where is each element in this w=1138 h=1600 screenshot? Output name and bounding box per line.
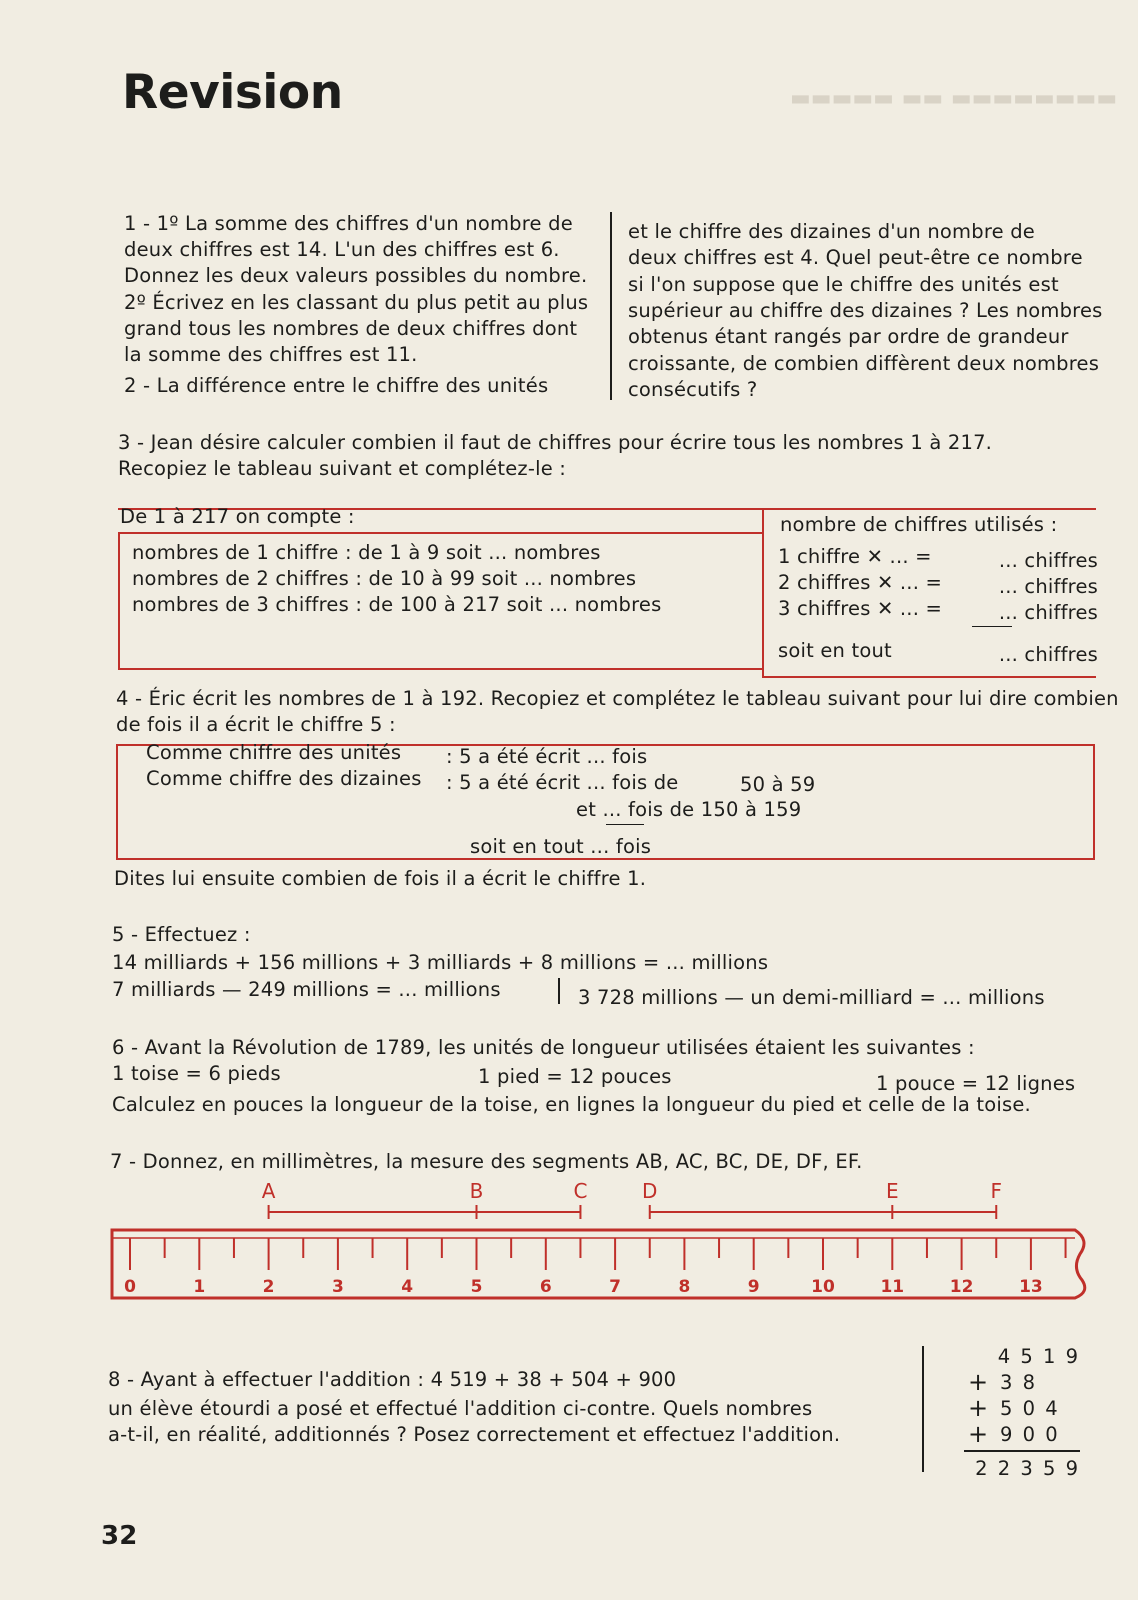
text-line: 2º Écrivez en les classant du plus petit au plus [124,291,589,314]
text-line: Donnez les deux valeurs possibles du nombre. [124,264,588,287]
table-cell: ... chiffres [998,601,1098,624]
ruler-tick-label: 5 [470,1277,483,1297]
addition-operand: 9 0 0 [1000,1423,1060,1446]
table-row-value: : 5 a été écrit ... fois [446,745,648,768]
table-row: nombres de 2 chiffres : de 10 à 99 soit ... nombres [132,567,637,590]
table-row: nombres de 1 chiffre : de 1 à 9 soit ... nombres [132,541,601,564]
conversion-pouce: 1 pouce = 12 lignes [876,1072,1076,1095]
table-row-label: Comme chiffre des unités [146,741,402,764]
exercise-3-prompt: 3 - Jean désire calculer combien il faut de chiffres pour écrire tous les nombres 1 à 217. [118,431,993,454]
exercise-5-line: 14 milliards + 156 millions + 3 milliards + 8 millions = ... millions [112,951,769,974]
addition-operand: 3 8 [1000,1371,1038,1394]
text-line: la somme des chiffres est 11. [124,343,418,366]
ruler-tick-label: 9 [747,1277,760,1297]
text-line: supérieur au chiffre des dizaines ? Les nombres [628,299,1103,322]
ruler-tick-label: 11 [880,1277,905,1297]
table-row-value: : 5 a été écrit ... fois de [446,771,679,794]
table-row-label: Comme chiffre des dizaines [146,767,422,790]
exercise-3-instruction: Recopiez le tableau suivant et complétez-le : [118,457,567,480]
exercise-4-prompt: 4 - Éric écrit les nombres de 1 à 192. Recopiez et complétez le tableau suivant pour lui dire combien [116,687,1119,710]
ruler-tick-label: 1 [193,1277,206,1297]
exercise-4-followup: Dites lui ensuite combien de fois il a écrit le chiffre 1. [114,867,647,890]
table-right-header: nombre de chiffres utilisés : [780,513,1058,536]
addition-result: 2 2 3 5 9 [975,1457,1080,1480]
plus-sign: + [968,1420,989,1448]
point-label-b: B [469,1179,484,1203]
table-cell: 1 chiffre ✕ ... = [778,545,932,568]
table-row-range: 50 à 59 [740,773,816,796]
ruler-tick-label: 0 [124,1277,136,1297]
exercise-6-prompt: 6 - Avant la Révolution de 1789, les unités de longueur utilisées étaient les suivantes : [112,1036,975,1059]
text-line: croissante, de combien diffèrent deux nombres [628,352,1100,375]
text-line: grand tous les nombres de deux chiffres dont [124,317,578,340]
table-cell: 3 chiffres ✕ ... = [778,597,943,620]
ruler-figure [100,1170,1100,1330]
text-line: deux chiffres est 4. Quel peut-être ce nombre [628,246,1083,269]
column-divider [922,1346,924,1472]
text-line: consécutifs ? [628,378,758,401]
ruler-tick-label: 10 [811,1277,835,1297]
conversion-toise: 1 toise = 6 pieds [112,1062,281,1085]
ruler-tick-label: 4 [401,1277,414,1297]
exercise-7-prompt: 7 - Donnez, en millimètres, la mesure des segments AB, AC, BC, DE, DF, EF. [110,1150,863,1173]
table-row-value: et ... fois de 150 à 159 [576,798,802,821]
exercise-6-question: Calculez en pouces la longueur de la toise, en lignes la longueur du pied et celle de la toise. [112,1093,1031,1116]
point-label-e: E [885,1179,899,1203]
exercise-8-line: a-t-il, en réalité, additionnés ? Posez correctement et effectuez l'addition. [108,1423,841,1446]
page-title: Revision [122,65,343,120]
table-left-header: De 1 à 217 on compte : [120,505,355,528]
ruler-tick-label: 7 [609,1277,622,1297]
exercise-8-line: un élève étourdi a posé et effectué l'addition ci-contre. Quels nombres [108,1397,813,1420]
column-divider [610,212,612,400]
table-cell: ... chiffres [998,575,1098,598]
ruler-tick-label: 8 [678,1277,691,1297]
sum-rule [606,824,644,825]
exercise-5-prompt: 5 - Effectuez : [112,923,251,946]
separator-bar [558,978,560,1004]
ruler-tick-label: 6 [539,1277,552,1297]
sum-rule [972,626,1012,627]
ruler-tick-label: 3 [331,1277,344,1297]
ruler-body [112,1230,1085,1298]
ruler-tick-label: 2 [262,1277,275,1297]
text-line: 1 - 1º La somme des chiffres d'un nombre de [124,212,573,235]
point-label-f: F [990,1179,1003,1203]
text-line: 2 - La différence entre le chiffre des unités [124,374,549,397]
text-line: obtenus étant rangés par ordre de grandeur [628,325,1069,348]
plus-sign: + [968,1368,989,1396]
text-line: deux chiffres est 14. L'un des chiffres est 6. [124,238,560,261]
sum-rule [964,1450,1080,1452]
point-label-d: D [642,1179,658,1203]
page-number: 32 [101,1521,138,1551]
table-row: nombres de 3 chiffres : de 100 à 217 soit ... nombres [132,593,662,616]
show-through-heading: ▬▬▬▬▬ ▬▬ ▬▬▬▬▬▬▬▬ [790,86,1118,111]
conversion-pied: 1 pied = 12 pouces [478,1065,672,1088]
ruler-tick-label: 12 [949,1277,974,1297]
ruler-tick-label: 13 [1019,1277,1043,1297]
text-line: si l'on suppose que le chiffre des unités est [628,273,1059,296]
table-total-value: ... chiffres [998,643,1098,666]
table-cell: 2 chiffres ✕ ... = [778,571,943,594]
table-total-label: soit en tout [778,639,892,662]
text-line: et le chiffre des dizaines d'un nombre de [628,220,1035,243]
table-total: soit en tout ... fois [470,835,652,858]
addition-operand: 4 5 1 9 [997,1345,1080,1368]
exercise-5-line: 7 milliards — 249 millions = ... millions [112,978,501,1001]
point-label-a: A [261,1179,276,1203]
table-cell: ... chiffres [998,549,1098,572]
exercise-8-prompt: 8 - Ayant à effectuer l'addition : 4 519 + 38 + 504 + 900 [108,1368,677,1391]
plus-sign: + [968,1394,989,1422]
exercise-4-prompt-cont: de fois il a écrit le chiffre 5 : [116,713,396,736]
point-label-c: C [573,1179,588,1203]
addition-operand: 5 0 4 [1000,1397,1060,1420]
exercise-5-line: 3 728 millions — un demi-milliard = ... millions [578,986,1045,1009]
